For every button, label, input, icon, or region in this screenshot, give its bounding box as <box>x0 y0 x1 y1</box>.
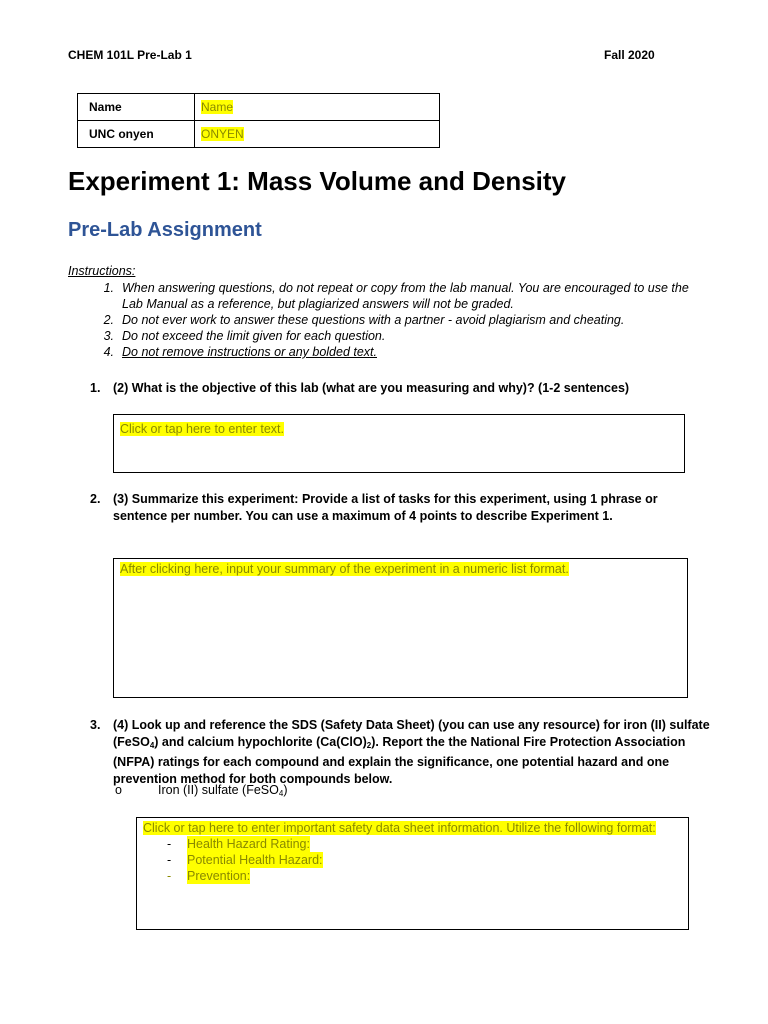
list-item: - Prevention: <box>167 869 251 883</box>
list-item: 1. When answering questions, do not repeat or copy from the lab manual. You are encouraged to use the Lab Manual as a reference, but plagiarized answers will not be graded. <box>68 280 698 312</box>
question-3: 3. (4) Look up and reference the SDS (Safety Data Sheet) (you can use any resource) for iron (II) sulfate (FeSO$_4$) and calcium hypochlorite $(Ca(ClO)_2)$. Report the the National Fire Protection Association (NFPA) ratings for each compound and explain the significance, one potential hazard and one prevention method for both compounds below. <box>90 718 710 786</box>
onyen-field-value[interactable]: ONYEN <box>201 127 244 141</box>
answer-box-1[interactable] <box>113 414 685 473</box>
answer-2-placeholder[interactable]: After clicking here, input your summary of the experiment in a numeric list format. <box>120 562 569 576</box>
question-3-text: (4) Look up and reference the SDS (Safety Data Sheet) (you can use any resource) for iron (II) sulfate (FeSO$_4$) and calcium hypochlorite $(Ca(ClO)_2)$. Report the the National Fire Protection Association (NFPA) ratings for each compound and explain the significance, one potential hazard and one prevention method for both compounds below. <box>113 718 710 786</box>
sub-bullet-text: Iron (II) sulfate (FeSO$_4$) <box>158 783 288 798</box>
answer-box-3[interactable] <box>136 817 689 930</box>
list-item: - Health Hazard Rating: <box>167 837 310 851</box>
header-course-title: CHEM 101L Pre-Lab 1 <box>68 48 192 62</box>
sub-bullet-iron-sulfate <box>115 783 288 798</box>
page-title: Experiment 1: Mass Volume and Density <box>68 166 566 196</box>
list-item: 4. Do not remove instructions or any bolded text. <box>103 345 377 359</box>
format-list <box>143 836 682 884</box>
name-field[interactable] <box>195 94 440 121</box>
instruction-text: Do not remove instructions or any bolded text. <box>122 345 377 359</box>
bullet-mark: o <box>115 783 122 797</box>
list-item: - Potential Health Hazard: <box>167 853 323 867</box>
student-info-table <box>77 93 440 148</box>
format-item-health-hazard[interactable]: Potential Health Hazard: <box>187 853 323 867</box>
instructions-label: Instructions: <box>68 264 136 278</box>
name-label: Name <box>78 94 195 121</box>
onyen-label: UNC onyen <box>78 121 195 148</box>
question-2: 2. (3) Summarize this experiment: Provide a list of tasks for this experiment, using 1 phrase or sentence per number. You can use a maximum of 4 points to describe Experiment 1. <box>90 491 710 524</box>
question-1: 1. (2) What is the objective of this lab (what are you measuring and why)? (1-2 sentences) <box>90 381 630 395</box>
answer-3-placeholder[interactable]: Click or tap here to enter important safety data sheet information. Utilize the following format: <box>143 821 656 835</box>
format-item-health-rating[interactable]: Health Hazard Rating: <box>187 837 310 851</box>
instructions-list <box>68 280 698 360</box>
onyen-field[interactable] <box>195 121 440 148</box>
answer-box-2[interactable] <box>113 558 688 698</box>
list-item: 2. Do not ever work to answer these questions with a partner - avoid plagiarism and cheating. <box>103 313 625 327</box>
instruction-text: Do not exceed the limit given for each question. <box>122 329 386 343</box>
answer-1-placeholder[interactable]: Click or tap here to enter text. <box>120 422 284 436</box>
table-row <box>78 121 440 148</box>
section-subtitle: Pre-Lab Assignment <box>68 219 262 241</box>
instruction-text: Do not ever work to answer these questions with a partner - avoid plagiarism and cheating. <box>122 313 625 327</box>
instruction-text: When answering questions, do not repeat or copy from the lab manual. You are encouraged to use the Lab Manual as a reference, but plagiarized answers will not be graded. <box>122 281 689 311</box>
list-item: 3. Do not exceed the limit given for each question. <box>103 329 386 343</box>
header-term: Fall 2020 <box>604 48 655 62</box>
name-field-value[interactable]: Name <box>201 100 234 114</box>
format-item-prevention[interactable]: Prevention: <box>187 869 251 883</box>
question-1-text: (2) What is the objective of this lab (what are you measuring and why)? (1-2 sentences) <box>113 381 630 395</box>
question-2-text: (3) Summarize this experiment: Provide a list of tasks for this experiment, using 1 phrase or sentence per number. You can use a maximum of 4 points to describe Experiment 1. <box>113 492 658 523</box>
table-row <box>78 94 440 121</box>
